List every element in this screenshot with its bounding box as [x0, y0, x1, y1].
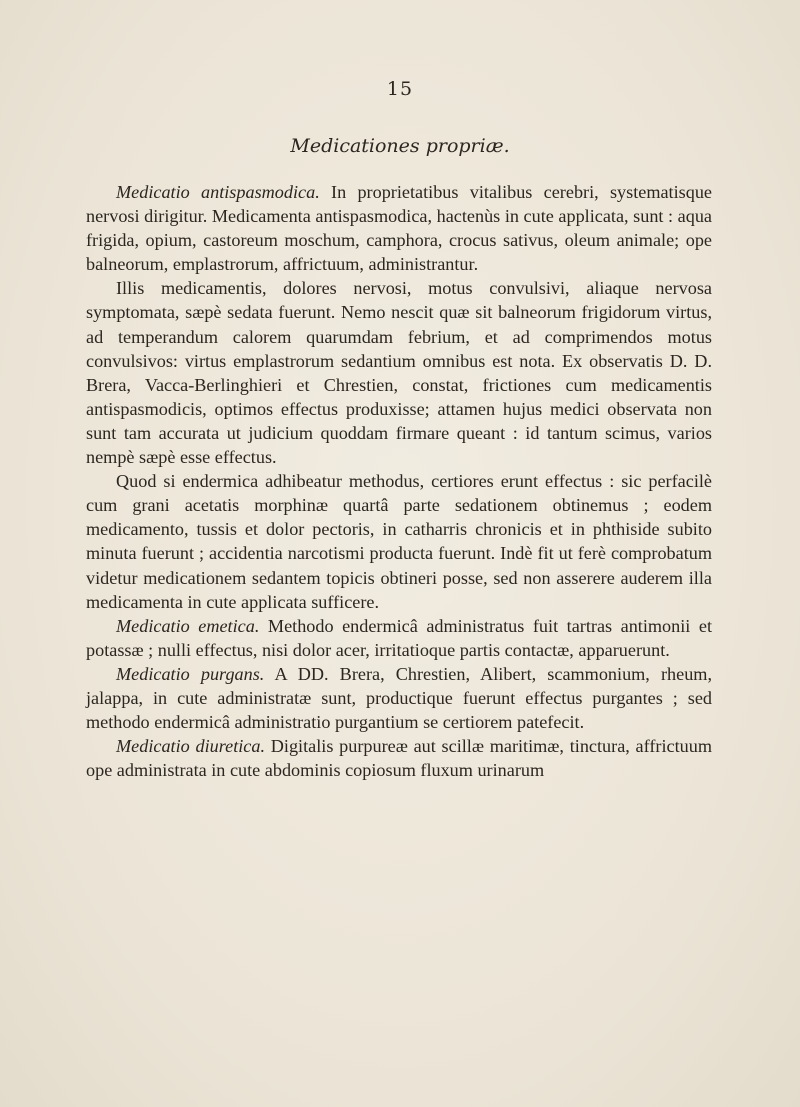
- paragraph-term: Medicatio diuretica.: [116, 736, 266, 757]
- paragraph-text: Illis medicamentis, dolores nervosi, motus convulsivi, aliaque nervosa symptomata, sæpè sedata fuerunt. Nemo nescit quæ sit balneorum frigidorum virtus, ad temperandum calorem quarumdam febrium, et ad comprimendos motus convulsivos: virtus emplastrorum sedantium omnibus est nota. Ex observatis D. D. Brera, Vacca-Berlinghieri et Chrestien, constat, frictiones cum medicamentis antispasmodicis, optimos effectus produxisse; attamen hujus medici observata non sunt tam accurata ut judicium quoddam firmare queant : id tantum scimus, varios nempè sæpè esse effectus.: [86, 278, 712, 468]
- paragraph-illis: [86, 276, 712, 469]
- paragraph-text: Methodo endermicâ administratus fuit tartras antimonii et potassæ ; nulli effectus, nisi dolor acer, irritatioque partis contactæ, apparuerunt.: [86, 615, 712, 660]
- paragraph-antispasmodica: [86, 180, 712, 276]
- paragraph-term: Medicatio emetica.: [116, 615, 260, 636]
- section-title: Medicationes propriæ.: [290, 135, 510, 157]
- paragraph-text: Quod si endermica adhibeatur methodus, certiores erunt effectus : sic perfacilè cum grani acetatis morphinæ quartâ parte sedationem obtinemus ; eodem medicamento, tussis et dolor pectoris, in catharris chronicis et in phthiside subito minuta fuerunt ; accidentia narcotismi producta fuerunt. Indè fit ut ferè comprobatum videtur medicationem sedantem topicis obtineri posse, sed non asserere auderem illa medicamenta in cute applicata sufficere.: [86, 471, 712, 612]
- paragraph-emetica: [86, 614, 712, 662]
- paragraph-term: Medicatio purgans.: [116, 663, 265, 684]
- body-text: [86, 180, 712, 782]
- page-number: 15: [386, 78, 414, 100]
- paragraph-purgans: [86, 662, 712, 734]
- paragraph-text: Digitalis purpureæ aut scillæ maritimæ, tinctura, affrictuum ope administrata in cute abdominis copiosum fluxum urinarum: [86, 736, 712, 781]
- paragraph-endermica: [86, 469, 712, 614]
- paragraph-text: A DD. Brera, Chrestien, Alibert, scammonium, rheum, jalappa, in cute administratæ sunt, productique fuerunt effectus purgantes ; sed methodo endermicâ administratio purgantium se certiorem patefecit.: [86, 663, 712, 733]
- paragraph-term: Medicatio antispasmodica.: [116, 182, 320, 202]
- paragraph-diuretica: [86, 734, 712, 782]
- paragraph-text: In proprietatibus vitalibus cerebri, systematisque nervosi dirigitur. Medicamenta antispasmodica, hactenùs in cute applicata, sunt : aqua frigida, opium, castoreum moschum, camphora, crocus sativus, oleum animale; ope balneorum, emplastrorum, affrictuum, administrantur.: [86, 182, 713, 275]
